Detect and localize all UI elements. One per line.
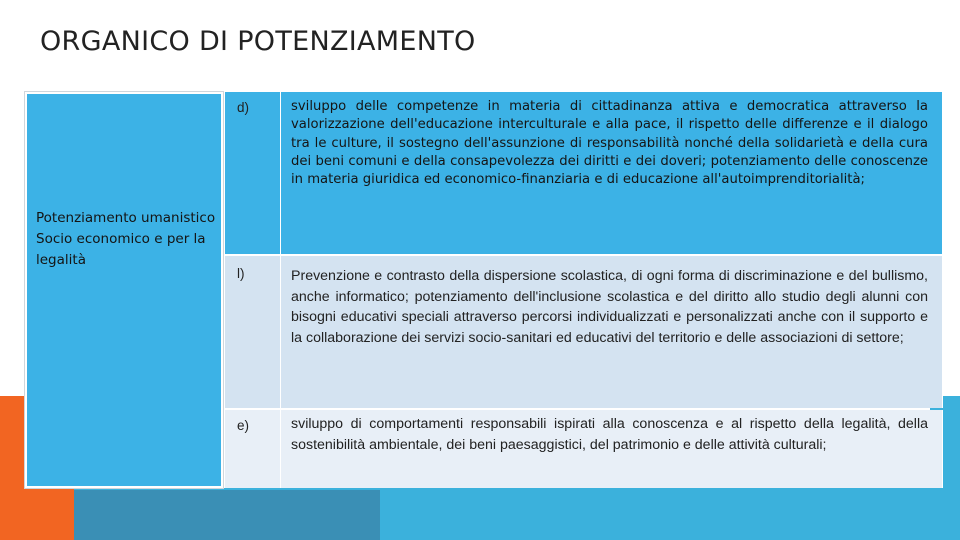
row-text: sviluppo delle competenze in materia di cittadinanza attiva e democratica attraverso la valorizzazione dell'educazione interculturale e alla pace, il rispetto delle differenze e il dialogo tra le culture, il sostegno dell'assunzione di responsabilità nonché della solidarietà e della cura dei beni comuni e della consapevolezza dei diritti e dei doveri; potenziamento delle conoscenze in materia giuridica ed economico-finanziaria e di educazione all'autoimprenditorialità; [281,92,943,254]
row-text: sviluppo di comportamenti responsabili ispirati alla conoscenza e al rispetto della legalità, della sostenibilità ambientale, dei beni paesaggistici, del patrimonio e delle attività culturali; [281,410,943,488]
area-label: Potenziamento umanistico Socio economico e per la legalità [36,210,216,268]
content-table [25,92,943,490]
area-cell [25,92,223,488]
slide-title: ORGANICO DI POTENZIAMENTO [40,26,476,57]
row-letter: l) [225,256,281,408]
table-row [225,256,943,408]
row-letter: d) [225,92,281,254]
row-text: Prevenzione e contrasto della dispersione scolastica, di ogni forma di discriminazione e del bullismo, anche informatico; potenziamento dell'inclusione scolastica e del diritto allo studio degli alunni con bisogni educativi speciali attraverso percorsi individualizzati e personalizzati anche con il supporto e la collaborazione dei servizi socio-sanitari ed educativi del territorio e delle associazioni di settore; [281,256,943,408]
table-row [225,410,943,488]
decorative-band-dark-blue [60,490,380,540]
row-letter: e) [225,410,281,488]
table-row [225,92,943,254]
